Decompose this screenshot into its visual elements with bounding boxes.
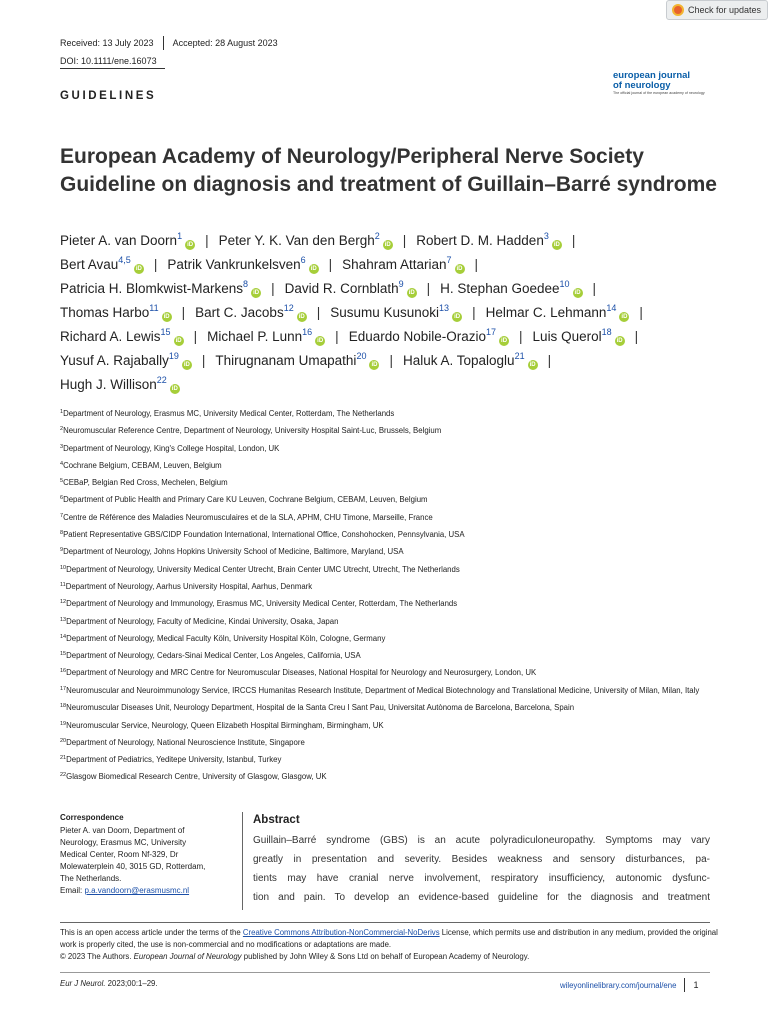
- author[interactable]: [60, 329, 184, 344]
- orcid-icon[interactable]: iD: [574, 290, 581, 296]
- abstract-line: Guillain–Barré syndrome (GBS) is an acute polyradiculoneuropathy. Symptoms may vary: [253, 835, 710, 846]
- affiliations-list: [60, 405, 720, 786]
- copyright-journal: European Journal of Neurology: [133, 952, 242, 961]
- author[interactable]: [533, 329, 625, 344]
- abstract-line: tients may have cranial nerve involvement, respiratory insufficiency, autonomic dysfunc-: [253, 873, 710, 884]
- affiliation-item: [60, 664, 720, 681]
- crossmark-icon: [672, 4, 684, 16]
- author-affiliation-ref[interactable]: 3: [543, 231, 549, 241]
- journal-name-line1: european journal: [613, 70, 691, 81]
- author-separator: |: [153, 257, 158, 272]
- affiliation-item: [60, 440, 720, 457]
- orcid-icon[interactable]: iD: [175, 338, 182, 344]
- affiliation-number: 2: [60, 426, 64, 433]
- affiliation-number: 18: [60, 703, 67, 710]
- orcid-icon[interactable]: iD: [187, 242, 194, 248]
- orcid-icon[interactable]: iD: [408, 290, 415, 296]
- affiliation-number: 7: [60, 512, 64, 519]
- affiliation-text: Department of Neurology, Cedars-Sinai Medical Center, Los Angeles, California, USA: [66, 651, 361, 661]
- author[interactable]: [416, 233, 562, 248]
- article-title: [60, 143, 730, 199]
- date-separator: [163, 36, 164, 50]
- author[interactable]: [60, 377, 180, 392]
- affiliation-number: 21: [60, 755, 67, 762]
- affiliation-text: Department of Neurology, University Medical Center Utrecht, Brain Center UMC Utrecht, Utrecht, The Netherlands: [66, 564, 460, 574]
- author-affiliation-ref[interactable]: 22: [156, 375, 167, 385]
- author-affiliation-ref[interactable]: 20: [356, 351, 367, 361]
- affiliation-text: CEBaP, Belgian Red Cross, Mechelen, Belgium: [63, 478, 228, 488]
- orcid-icon[interactable]: iD: [553, 242, 560, 248]
- author-line: [60, 349, 720, 373]
- affiliation-text: Department of Neurology, Erasmus MC, University Medical Center, Rotterdam, The Netherlands: [63, 409, 395, 418]
- author-separator: |: [592, 281, 597, 296]
- author[interactable]: [285, 281, 417, 296]
- abstract-line: tion and pain. To develop an evidence-based guideline for the diagnosis and treatment: [253, 892, 710, 903]
- author-separator: |: [547, 353, 552, 368]
- copyright-post: published by John Wiley & Sons Ltd on behalf of European Academy of Neurology.: [241, 952, 530, 961]
- author[interactable]: [349, 329, 509, 344]
- affiliation-text: Department of Neurology, King's College Hospital, London, UK: [63, 443, 280, 453]
- affiliation-text: Neuromuscular and Neuroimmunology Service, IRCCS Humanitas Research Institute, Department of Medical Biotechnology and Translational Medicine, University of Milan, Milan, Italy: [66, 685, 700, 695]
- section-label: GUIDELINES: [60, 90, 157, 102]
- affiliation-text: Glasgow Biomedical Research Centre, University of Glasgow, Glasgow, UK: [66, 772, 327, 782]
- author-name: Pieter A. van Doorn: [60, 233, 178, 248]
- author-name: Richard A. Lewis: [60, 329, 161, 344]
- author-name: David R. Cornblath: [284, 281, 399, 296]
- affiliation-text: Patient Representative GBS/CIDP Foundation International, International Office, Conshohocken, Pennsylvania, USA: [63, 530, 465, 540]
- author[interactable]: [215, 353, 379, 368]
- orcid-icon[interactable]: iD: [135, 266, 142, 272]
- abstract: [253, 814, 710, 907]
- check-for-updates-label: Check for updates: [688, 5, 762, 15]
- author-affiliation-ref[interactable]: 13: [439, 303, 450, 313]
- affiliation-text: Neuromuscular Service, Neurology, Queen Elizabeth Hospital Birmingham, Birmingham, UK: [66, 720, 384, 730]
- author-name: Luis Querol: [532, 329, 602, 344]
- affiliation-item: [60, 717, 720, 734]
- affiliation-text: Department of Neurology, Aarhus University Hospital, Aarhus, Denmark: [65, 581, 313, 591]
- abstract-body: [253, 831, 710, 907]
- author-name: Eduardo Nobile-Orazio: [348, 329, 487, 344]
- abstract-line: greatly in presentation and severity. Besides weakness and sensory disturbances, pa-: [253, 854, 710, 865]
- author[interactable]: [342, 257, 464, 272]
- author-line: [60, 229, 720, 253]
- doi[interactable]: DOI: 10.1111/ene.16073: [60, 56, 157, 66]
- affiliation-text: Neuromuscular Reference Centre, Department of Neurology, University Hospital Saint-Luc, Brussels, Belgium: [63, 426, 442, 436]
- orcid-icon[interactable]: iD: [183, 362, 190, 368]
- affiliation-item: [60, 699, 720, 716]
- affiliation-text: Department of Neurology and Immunology, Erasmus MC, University Medical Center, Rotterdam, The Netherlands: [66, 599, 458, 609]
- affiliation-item: [60, 630, 720, 647]
- affiliation-text: Department of Pediatrics, Yeditepe University, Istanbul, Turkey: [66, 755, 282, 765]
- affiliation-text: Department of Neurology, Faculty of Medicine, Kindai University, Osaka, Japan: [66, 616, 339, 626]
- author-separator: |: [519, 329, 523, 344]
- affiliation-number: 14: [60, 633, 67, 640]
- affiliation-item: [60, 751, 720, 768]
- affiliation-item: [60, 595, 720, 612]
- author[interactable]: [60, 353, 192, 368]
- author-name: Haluk A. Topaloglu: [402, 353, 515, 368]
- author-affiliation-ref[interactable]: 4,5: [118, 255, 131, 265]
- affiliation-number: 17: [60, 685, 67, 692]
- affiliation-number: 20: [60, 737, 67, 744]
- correspondence-line: Pieter A. van Doorn, Department of: [60, 826, 185, 835]
- author-affiliation-ref[interactable]: 6: [300, 255, 306, 265]
- author-separator: |: [328, 257, 333, 272]
- check-for-updates-button[interactable]: [666, 0, 768, 20]
- affiliation-item: [60, 682, 720, 700]
- author-name: Patrik Vankrunkelsven: [167, 257, 301, 272]
- affiliation-text: Neuromuscular Diseases Unit, Neurology Department, Hospital de la Santa Creu I Sant Pau, Universitat Autònoma de Barcelona, Barcelona, Spain: [66, 703, 575, 713]
- orcid-icon[interactable]: iD: [163, 314, 170, 320]
- affiliation-number: 22: [60, 772, 67, 779]
- footer-right: [560, 978, 698, 992]
- author-separator: |: [426, 281, 431, 296]
- footer-divider: [60, 972, 710, 973]
- author-separator: |: [472, 305, 476, 320]
- author-line: [60, 253, 720, 277]
- affiliation-number: 16: [60, 668, 67, 675]
- author-separator: |: [389, 353, 393, 368]
- affiliation-item: [60, 526, 720, 543]
- author-name: Bart C. Jacobs: [195, 305, 284, 320]
- affiliation-number: 9: [60, 547, 64, 554]
- author-name: Helmar C. Lehmann: [485, 305, 607, 320]
- author-affiliation-ref[interactable]: 21: [514, 351, 525, 361]
- correspondence-heading: Correspondence: [60, 813, 124, 822]
- affiliation-item: [60, 561, 720, 578]
- author[interactable]: [440, 281, 582, 296]
- affiliation-text: Department of Public Health and Primary Care KU Leuven, Cochrane Belgium, CEBAM, Leuven, Belgium: [63, 495, 428, 505]
- license-pre: This is an open access article under the terms of the: [60, 928, 243, 937]
- orcid-icon[interactable]: iD: [456, 266, 463, 272]
- title-line-1: European Academy of Neurology/Peripheral Nerve Society: [60, 145, 644, 168]
- author-separator: |: [201, 353, 206, 368]
- author-separator: |: [271, 281, 275, 296]
- orcid-icon[interactable]: iD: [529, 362, 536, 368]
- orcid-icon[interactable]: iD: [384, 242, 391, 248]
- author-affiliation-ref[interactable]: 17: [486, 327, 497, 337]
- cc-license-link[interactable]: Creative Commons Attribution-NonCommercial-NoDerivs: [242, 928, 440, 937]
- footer-citation: [60, 979, 158, 988]
- license-divider: [60, 922, 710, 923]
- author-name: Bert Avau: [60, 257, 119, 272]
- author-name: Yusuf A. Rajabally: [60, 353, 169, 368]
- author[interactable]: [486, 305, 630, 320]
- author[interactable]: [60, 233, 195, 248]
- author-affiliation-ref[interactable]: 12: [283, 303, 294, 313]
- affiliation-number: 5: [60, 478, 64, 485]
- author-name: Robert D. M. Hadden: [416, 233, 544, 248]
- author-line: [60, 301, 720, 325]
- author-separator: |: [181, 305, 186, 320]
- journal-url-link[interactable]: wileyonlinelibrary.com/journal/ene: [560, 980, 677, 990]
- author-affiliation-ref[interactable]: 7: [446, 255, 452, 265]
- footer-separator: [684, 978, 685, 992]
- orcid-icon[interactable]: iD: [253, 290, 260, 296]
- author-affiliation-ref[interactable]: 19: [168, 351, 179, 361]
- affiliation-number: 4: [60, 460, 64, 467]
- author-separator: |: [402, 233, 407, 248]
- correspondence-line: Medical Center, Room Nf-329, Dr: [60, 850, 179, 859]
- author[interactable]: [167, 257, 318, 272]
- affiliation-number: 13: [60, 616, 67, 623]
- author-list: [60, 229, 720, 397]
- author-line: [60, 325, 720, 349]
- affiliation-number: 8: [60, 530, 64, 537]
- affiliation-number: 10: [60, 564, 67, 571]
- orcid-icon[interactable]: iD: [298, 314, 305, 320]
- author-separator: |: [639, 305, 643, 320]
- author-name: Peter Y. K. Van den Bergh: [218, 233, 375, 248]
- author[interactable]: [60, 257, 144, 272]
- affiliation-item: [60, 422, 720, 439]
- author[interactable]: [403, 353, 538, 368]
- orcid-icon[interactable]: iD: [621, 314, 628, 320]
- received-date: Received: 13 July 2023: [60, 38, 154, 48]
- license-notice: [60, 927, 720, 963]
- affiliation-item: [60, 613, 720, 630]
- author[interactable]: [60, 281, 261, 296]
- author-separator: |: [316, 305, 321, 320]
- author-line: [60, 277, 720, 301]
- author-separator: |: [193, 329, 198, 344]
- page-number: 1: [693, 980, 699, 990]
- orcid-icon[interactable]: iD: [317, 338, 324, 344]
- orcid-icon[interactable]: iD: [171, 386, 178, 392]
- affiliation-number: 12: [60, 599, 67, 606]
- doi-divider: [60, 68, 165, 69]
- author-affiliation-ref[interactable]: 10: [559, 279, 570, 289]
- citation-rest: 2023;00:1–29.: [105, 979, 158, 988]
- author-name: Patricia H. Blomkwist-Markens: [60, 281, 244, 296]
- affiliation-text: Department of Neurology, Medical Faculty Köln, University Hospital Köln, Cologne, Germany: [66, 633, 386, 643]
- author-name: Thomas Harbo: [60, 305, 150, 320]
- license-text: [60, 927, 720, 951]
- abstract-heading: Abstract: [253, 814, 300, 826]
- author-name: H. Stephan Goedee: [440, 281, 560, 296]
- email-link[interactable]: p.a.vandoorn@erasmusmc.nl: [84, 886, 190, 895]
- author-separator: |: [474, 257, 479, 272]
- affiliation-item: [60, 474, 720, 491]
- accepted-date: Accepted: 28 August 2023: [172, 38, 278, 48]
- affiliation-number: 15: [60, 651, 67, 658]
- author-name: Michael P. Lunn: [207, 329, 303, 344]
- author[interactable]: [60, 305, 172, 320]
- affiliation-text: Department of Neurology and MRC Centre for Neuromuscular Diseases, National Hospital for Neurology and Neurosurgery, London, UK: [66, 668, 537, 678]
- affiliation-text: Department of Neurology, Johns Hopkins University School of Medicine, Baltimore, Maryland, USA: [63, 547, 404, 557]
- affiliation-item: [60, 405, 720, 422]
- affiliation-item: [60, 768, 720, 785]
- author-name: Susumu Kusunoki: [330, 305, 440, 320]
- correspondence-line: The Netherlands.: [60, 874, 122, 883]
- author-affiliation-ref[interactable]: 14: [606, 303, 617, 313]
- affiliation-item: [60, 509, 720, 526]
- author-affiliation-ref[interactable]: 8: [243, 279, 249, 289]
- author-separator: |: [205, 233, 209, 248]
- citation-journal: Eur J Neurol.: [60, 979, 106, 988]
- author-affiliation-ref[interactable]: 2: [374, 231, 380, 241]
- affiliation-item: [60, 647, 720, 664]
- affiliation-item: [60, 543, 720, 560]
- affiliation-item: [60, 491, 720, 508]
- orcid-icon[interactable]: iD: [310, 266, 317, 272]
- author-name: Hugh J. Willison: [60, 377, 157, 392]
- orcid-icon[interactable]: iD: [371, 362, 378, 368]
- author-separator: |: [571, 233, 576, 248]
- license-post: License, which permits use and distribution in any medium, provided the original work is properly cited, the use is non-commercial and no modifications or adaptations are made.: [60, 928, 718, 949]
- correspondence-line: Neurology, Erasmus MC, University: [60, 838, 187, 847]
- affiliation-number: 11: [60, 581, 66, 588]
- author-separator: |: [634, 329, 639, 344]
- affiliation-item: [60, 734, 720, 751]
- journal-tagline: The official journal of the european academy of neurology: [613, 91, 705, 95]
- author-affiliation-ref[interactable]: 9: [398, 279, 404, 289]
- correspondence-line: Molewaterplein 40, 3015 GD, Rotterdam,: [60, 862, 206, 871]
- email-label: Email:: [60, 886, 85, 895]
- affiliation-text: Centre de Référence des Maladies Neuromusculaires et de la SLA, APHM, CHU Timone, Marseille, France: [63, 512, 433, 522]
- correspondence-email-row: [60, 885, 240, 897]
- orcid-icon[interactable]: iD: [616, 338, 623, 344]
- affiliation-text: Cochrane Belgium, CEBAM, Leuven, Belgium: [63, 460, 222, 470]
- affiliation-number: 3: [60, 443, 64, 450]
- affiliation-item: [60, 578, 720, 595]
- author[interactable]: [195, 305, 307, 320]
- affiliation-number: 19: [60, 720, 67, 727]
- journal-name-line2: of neurology: [613, 80, 671, 91]
- title-line-2: Guideline on diagnosis and treatment of Guillain–Barré syndrome: [60, 173, 717, 196]
- affiliation-text: Department of Neurology, National Neuroscience Institute, Singapore: [66, 737, 305, 747]
- author[interactable]: [219, 233, 393, 248]
- author[interactable]: [330, 305, 462, 320]
- correspondence: [60, 812, 240, 897]
- author-affiliation-ref[interactable]: 1: [177, 231, 183, 241]
- author-affiliation-ref[interactable]: 15: [160, 327, 171, 337]
- affiliation-number: 1: [60, 409, 64, 415]
- author-line: [60, 373, 720, 397]
- author-affiliation-ref[interactable]: 11: [149, 303, 159, 313]
- orcid-icon[interactable]: iD: [501, 338, 508, 344]
- journal-logo: [613, 71, 713, 96]
- author-affiliation-ref[interactable]: 16: [302, 327, 313, 337]
- affiliation-number: 6: [60, 495, 64, 502]
- orcid-icon[interactable]: iD: [454, 314, 461, 320]
- author-separator: |: [335, 329, 339, 344]
- column-divider: [242, 812, 243, 910]
- author-affiliation-ref[interactable]: 18: [601, 327, 612, 337]
- author-name: Thirugnanam Umapathi: [215, 353, 357, 368]
- article-dates: [60, 38, 278, 50]
- copyright-pre: © 2023 The Authors.: [60, 952, 134, 961]
- author[interactable]: [207, 329, 325, 344]
- author-name: Shahram Attarian: [342, 257, 447, 272]
- affiliation-item: [60, 457, 720, 474]
- copyright-text: [60, 951, 720, 963]
